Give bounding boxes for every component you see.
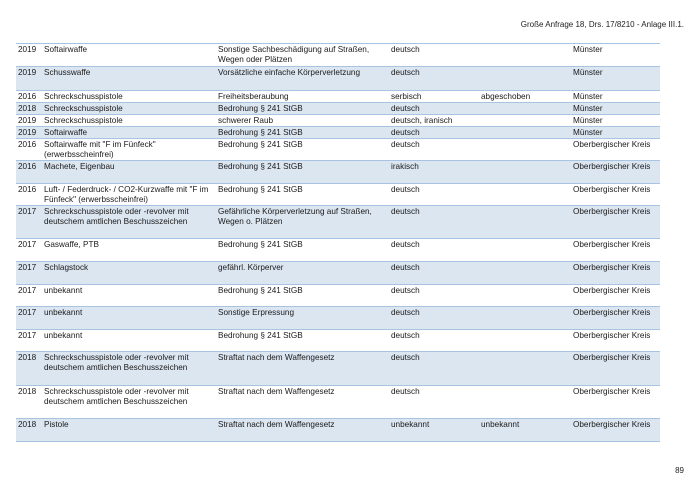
nationality-cell: deutsch: [389, 139, 479, 161]
table-row: [16, 184, 660, 206]
status-cell: [479, 103, 571, 115]
year-cell: 2017: [16, 307, 42, 330]
nationality-cell: deutsch, iranisch: [389, 115, 479, 127]
weapon-cell: Schreckschusspistole: [42, 103, 216, 115]
nationality-cell: deutsch: [389, 184, 479, 206]
status-cell: [479, 262, 571, 285]
status-cell: [479, 115, 571, 127]
weapon-cell: Schusswaffe: [42, 67, 216, 91]
year-cell: 2016: [16, 184, 42, 206]
weapon-cell: Schreckschusspistole oder -revolver mit deutschem amtlichen Beschusszeichen: [42, 352, 216, 386]
status-cell: [479, 330, 571, 352]
weapon-cell: Schreckschusspistole: [42, 91, 216, 103]
offense-cell: Bedrohung § 241 StGB: [216, 239, 389, 262]
nationality-cell: deutsch: [389, 127, 479, 139]
table-row: [16, 103, 660, 115]
offense-cell: Freiheitsberaubung: [216, 91, 389, 103]
records-table: [16, 43, 660, 442]
status-cell: unbekannt: [479, 419, 571, 442]
nationality-cell: serbisch: [389, 91, 479, 103]
offense-cell: Vorsätzliche einfache Körperverletzung: [216, 67, 389, 91]
weapon-cell: Luft- / Federdruck- / CO2-Kurzwaffe mit "F im Fünfeck" (erwerbsscheinfrei): [42, 184, 216, 206]
table-row: [16, 161, 660, 184]
district-cell: Oberbergischer Kreis: [571, 206, 660, 239]
offense-cell: Bedrohung § 241 StGB: [216, 285, 389, 307]
year-cell: 2019: [16, 44, 42, 67]
offense-cell: Sonstige Sachbeschädigung auf Straßen, Wegen oder Plätzen: [216, 44, 389, 67]
district-cell: Oberbergischer Kreis: [571, 307, 660, 330]
nationality-cell: deutsch: [389, 386, 479, 419]
offense-cell: Bedrohung § 241 StGB: [216, 103, 389, 115]
nationality-cell: deutsch: [389, 262, 479, 285]
weapon-cell: Pistole: [42, 419, 216, 442]
district-cell: Oberbergischer Kreis: [571, 184, 660, 206]
nationality-cell: deutsch: [389, 239, 479, 262]
nationality-cell: unbekannt: [389, 419, 479, 442]
district-cell: Oberbergischer Kreis: [571, 139, 660, 161]
offense-cell: Bedrohung § 241 StGB: [216, 330, 389, 352]
year-cell: 2018: [16, 386, 42, 419]
table-row: [16, 44, 660, 67]
offense-cell: Straftat nach dem Waffengesetz: [216, 386, 389, 419]
weapon-cell: unbekannt: [42, 330, 216, 352]
table-row: [16, 307, 660, 330]
weapon-cell: Schreckschusspistole oder -revolver mit deutschem amtlichen Beschusszeichen: [42, 386, 216, 419]
weapon-cell: Softairwaffe mit "F im Fünfeck" (erwerbsscheinfrei): [42, 139, 216, 161]
weapon-cell: Schlagstock: [42, 262, 216, 285]
table-row: [16, 262, 660, 285]
table-row: [16, 239, 660, 262]
status-cell: [479, 161, 571, 184]
nationality-cell: deutsch: [389, 206, 479, 239]
offense-cell: Bedrohung § 241 StGB: [216, 161, 389, 184]
status-cell: [479, 386, 571, 419]
offense-cell: Straftat nach dem Waffengesetz: [216, 419, 389, 442]
status-cell: [479, 239, 571, 262]
district-cell: Münster: [571, 127, 660, 139]
weapon-cell: Gaswaffe, PTB: [42, 239, 216, 262]
table-row: [16, 91, 660, 103]
status-cell: [479, 352, 571, 386]
district-cell: Oberbergischer Kreis: [571, 239, 660, 262]
offense-cell: Bedrohung § 241 StGB: [216, 184, 389, 206]
district-cell: Münster: [571, 115, 660, 127]
district-cell: Münster: [571, 44, 660, 67]
weapon-cell: unbekannt: [42, 285, 216, 307]
weapon-cell: unbekannt: [42, 307, 216, 330]
table-row: [16, 352, 660, 386]
offense-cell: gefährl. Körperver: [216, 262, 389, 285]
district-cell: Münster: [571, 103, 660, 115]
district-cell: Oberbergischer Kreis: [571, 386, 660, 419]
weapon-cell: Softairwaffe: [42, 127, 216, 139]
offense-cell: Gefährliche Körperverletzung auf Straßen, Wegen o. Plätzen: [216, 206, 389, 239]
offense-cell: Bedrohung § 241 StGB: [216, 139, 389, 161]
year-cell: 2017: [16, 330, 42, 352]
status-cell: [479, 307, 571, 330]
offense-cell: Straftat nach dem Waffengesetz: [216, 352, 389, 386]
status-cell: [479, 285, 571, 307]
status-cell: abgeschoben: [479, 91, 571, 103]
document-header: Große Anfrage 18, Drs. 17/8210 - Anlage III.1.: [520, 20, 684, 29]
nationality-cell: irakisch: [389, 161, 479, 184]
weapon-cell: Machete, Eigenbau: [42, 161, 216, 184]
year-cell: 2019: [16, 115, 42, 127]
year-cell: 2016: [16, 161, 42, 184]
nationality-cell: deutsch: [389, 352, 479, 386]
year-cell: 2016: [16, 139, 42, 161]
year-cell: 2018: [16, 352, 42, 386]
district-cell: Münster: [571, 67, 660, 91]
table-row: [16, 330, 660, 352]
year-cell: 2016: [16, 91, 42, 103]
page-number: 89: [675, 466, 684, 475]
weapon-cell: Softairwaffe: [42, 44, 216, 67]
weapon-cell: Schreckschusspistole: [42, 115, 216, 127]
status-cell: [479, 206, 571, 239]
table-row: [16, 206, 660, 239]
status-cell: [479, 44, 571, 67]
offense-cell: schwerer Raub: [216, 115, 389, 127]
nationality-cell: deutsch: [389, 44, 479, 67]
district-cell: Oberbergischer Kreis: [571, 285, 660, 307]
table-row: [16, 67, 660, 91]
status-cell: [479, 184, 571, 206]
status-cell: [479, 67, 571, 91]
district-cell: Oberbergischer Kreis: [571, 352, 660, 386]
offense-cell: Bedrohung § 241 StGB: [216, 127, 389, 139]
district-cell: Oberbergischer Kreis: [571, 161, 660, 184]
district-cell: Oberbergischer Kreis: [571, 330, 660, 352]
year-cell: 2019: [16, 127, 42, 139]
district-cell: Münster: [571, 91, 660, 103]
table-row: [16, 139, 660, 161]
district-cell: Oberbergischer Kreis: [571, 419, 660, 442]
year-cell: 2017: [16, 206, 42, 239]
status-cell: [479, 139, 571, 161]
table-row: [16, 127, 660, 139]
year-cell: 2017: [16, 285, 42, 307]
nationality-cell: deutsch: [389, 330, 479, 352]
year-cell: 2018: [16, 103, 42, 115]
nationality-cell: deutsch: [389, 103, 479, 115]
status-cell: [479, 127, 571, 139]
nationality-cell: deutsch: [389, 307, 479, 330]
table-row: [16, 115, 660, 127]
district-cell: Oberbergischer Kreis: [571, 262, 660, 285]
year-cell: 2018: [16, 419, 42, 442]
weapon-cell: Schreckschusspistole oder -revolver mit deutschem amtlichen Beschusszeichen: [42, 206, 216, 239]
year-cell: 2017: [16, 239, 42, 262]
offense-cell: Sonstige Erpressung: [216, 307, 389, 330]
table-row: [16, 419, 660, 442]
year-cell: 2017: [16, 262, 42, 285]
year-cell: 2019: [16, 67, 42, 91]
table-row: [16, 386, 660, 419]
nationality-cell: deutsch: [389, 67, 479, 91]
table-row: [16, 285, 660, 307]
nationality-cell: deutsch: [389, 285, 479, 307]
